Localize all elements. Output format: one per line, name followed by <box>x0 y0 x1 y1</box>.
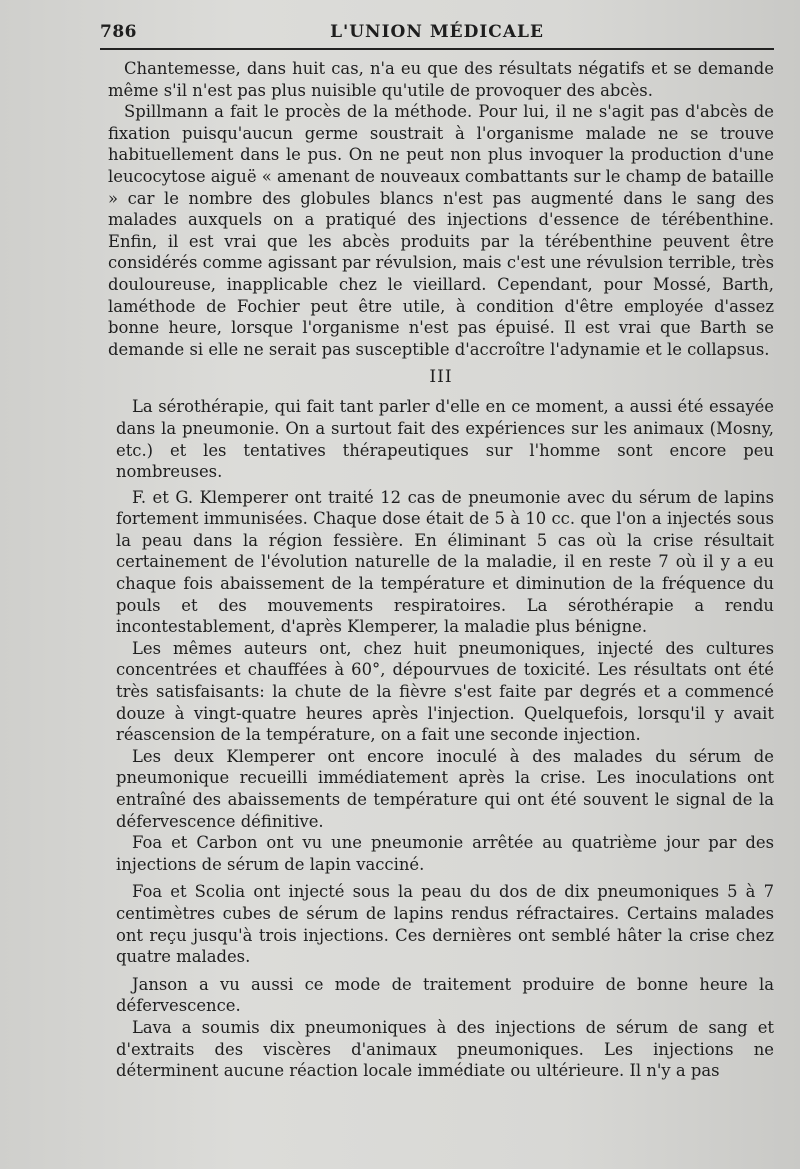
paragraph: Janson a vu aussi ce mode de traitement produire de bonne heure la défervescence. <box>116 974 774 1016</box>
running-title: L'UNION MÉDICALE <box>330 22 544 42</box>
paragraph: Foa et Scolia ont injecté sous la peau du dos de dix pneumoniques 5 à 7 centimètres cubes de sérum de lapins rendus réfractaires. Certains malades ont reçu jusqu'à trois injections. Ces dernières ont semblé hâter la crise chez quatre malades. <box>116 882 774 967</box>
paragraph: Les mêmes auteurs ont, chez huit pneumoniques, injecté des cultures concentrées et chauffées à 60°, dépourvues de toxicité. Les résultats ont été très satisfaisants: la chute de la fièvre s'est faite par degrés et a commencé douze à vingt-quatre heures après l'injection. Quelquefois, lorsqu'il y avait réascension de la température, on a fait une seconde injection. <box>116 638 774 745</box>
body-text <box>108 58 774 1082</box>
page-header <box>100 18 774 50</box>
paragraph: Les deux Klemperer ont encore inoculé à des malades du sérum de pneumonique recueilli immédiatement après la crise. Les inoculations ont entraîné des abaissements de température qui ont été souvent le signal de la défervescence définitive. <box>116 746 774 831</box>
paragraph: Spillmann a fait le procès de la méthode. Pour lui, il ne s'agit pas d'abcès de fixation puisqu'aucun germe soustrait à l'organisme malade ne se trouve habituellement dans le pus. On ne peut non plus invoquer la production d'une leucocytose aiguë « amenant de nouveaux combattants sur le champ de bataille » car le nombre des globules blancs n'est pas augmenté dans le sang des malades auxquels on a pratiqué des injections d'essence de térébenthine. Enfin, il est vrai que les abcès produits par la térébenthine peuvent être considérés comme agissant par révulsion, mais c'est une révulsion terrible, très douloureuse, inapplicable chez le vieillard. Cependant, pour Mossé, Barth, laméthode de Fochier peut être utile, à condition d'être employée d'assez bonne heure, lorsque l'organisme n'est pas épuisé. Il est vrai que Barth se demande si elle ne serait pas susceptible d'accroître l'adynamie et le collapsus. <box>108 102 774 359</box>
paragraph: Chantemesse, dans huit cas, n'a eu que des résultats négatifs et se demande même s'il n'est pas plus nuisible qu'utile de provoquer des abcès. <box>108 59 774 100</box>
section-body <box>116 396 774 1081</box>
paragraph: La sérothérapie, qui fait tant parler d'elle en ce moment, a aussi été essayée dans la pneumonie. On a surtout fait des expériences sur les animaux (Mosny, etc.) et les tentatives thérapeutiques sur l'homme sont encore peu nombreuses. <box>116 397 774 482</box>
paragraph: Foa et Carbon ont vu une pneumonie arrêtée au quatrième jour par des injections de sérum de lapin vacciné. <box>116 833 774 874</box>
paragraph: F. et G. Klemperer ont traité 12 cas de pneumonie avec du sérum de lapins fortement immunisées. Chaque dose était de 5 à 10 cc. que l'on a injectés sous la peau dans la région fessière. En éliminant 5 cas où la crise résultait certainement de l'évolution naturelle de la maladie, il en reste 7 où il y a eu chaque fois abaissement de la température et diminution de la fréquence du pouls et des mouvements respiratoires. La sérothérapie a rendu incontestablement, d'après Klemperer, la maladie plus bénigne. <box>116 487 774 637</box>
section-heading: III <box>429 367 453 388</box>
page-number: 786 <box>100 22 137 42</box>
paragraph: Lava a soumis dix pneumoniques à des injections de sérum de sang et d'extraits des viscères d'animaux pneumoniques. Les injections ne déterminent aucune réaction locale immédiate ou ultérieure. Il n'y a pas <box>116 1017 774 1081</box>
